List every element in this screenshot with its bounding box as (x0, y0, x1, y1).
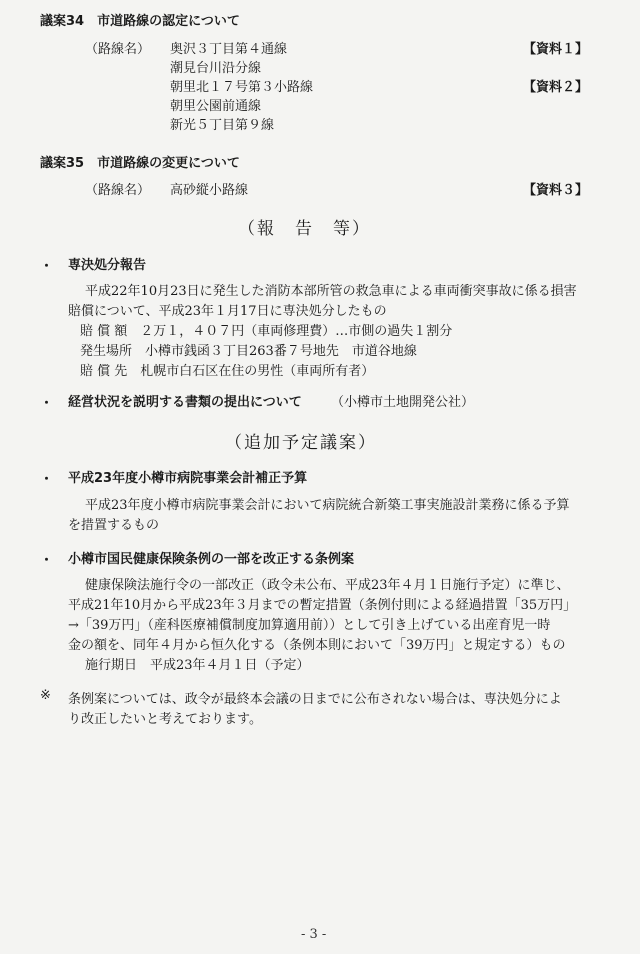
bullet: ・ (40, 259, 54, 274)
reference-3: 【資料３】 (523, 183, 589, 198)
footnote-line-1: 条例案については、政令が最終本会議の日までに公布されない場合は、専決処分によ (68, 692, 562, 707)
item34-route-3: 朝里北１７号第３小路線 (170, 80, 314, 95)
report-1-amount: 賠 償 額 ２万１，４０７円（車両修理費）…市側の過失１割分 (80, 324, 453, 339)
item34-heading: 議案34 市道路線の認定について (40, 14, 240, 29)
reference-1: 【資料１】 (523, 42, 589, 57)
additional-section-title: （追加予定議案） (225, 433, 377, 453)
additional-2-heading: 小樽市国民健康保険条例の一部を改正する条例案 (68, 552, 355, 567)
additional-2-line-2: 平成21年10月から平成23年３月までの暫定措置（条例付則による経過措置「35万円」 (68, 598, 577, 613)
additional-2-line-3: →「39万円」（産科医療補償制度加算適用前））として引き上げている出産育児一時 (68, 618, 551, 633)
page-number: - 3 - (301, 927, 327, 942)
item34-route-4: 朝里公園前通線 (170, 99, 262, 114)
item34-route-2: 潮見台川沿分線 (170, 61, 262, 76)
report-1-line-2: 賠償について、平成23年１月17日に専決処分したもの (68, 304, 387, 319)
report-2-heading: 経営状況を説明する書類の提出について (68, 395, 302, 410)
additional-2-effective-date: 施行期日 平成23年４月１日（予定） (85, 658, 310, 673)
report-2-note: （小樽市土地開発公社） (331, 395, 475, 410)
bullet: ・ (40, 553, 54, 568)
item35-route: 高砂縦小路線 (170, 183, 249, 198)
report-1-heading: 専決処分報告 (68, 258, 147, 273)
additional-1-heading: 平成23年度小樽市病院事業会計補正予算 (68, 471, 308, 486)
footnote-line-2: り改正したいと考えております。 (68, 712, 262, 727)
additional-2-line-4: 金の額を、同年４月から恒久化する（条例本則において「39万円」と規定する）もの (68, 638, 566, 653)
bullet: ・ (40, 472, 54, 487)
additional-1-line-2: を措置するもの (68, 518, 160, 533)
item35-heading: 議案35 市道路線の変更について (40, 156, 240, 171)
additional-1-line-1: 平成23年度小樽市病院事業会計において病院統合新築工事実施設計業務に係る予算 (85, 498, 570, 513)
report-1-payee: 賠 償 先 札幌市白石区在住の男性（車両所有者） (80, 364, 375, 379)
item34-route-5: 新光５丁目第９線 (170, 118, 275, 133)
report-1-line-1: 平成22年10月23日に発生した消防本部所管の救急車による車両衝突事故に係る損害 (85, 284, 577, 299)
additional-2-line-1: 健康保険法施行令の一部改正（政令未公布、平成23年４月１日施行予定）に準じ、 (85, 578, 570, 593)
item34-route-1: 奥沢３丁目第４通線 (170, 42, 288, 57)
footnote-mark: ※ (40, 688, 51, 703)
bullet: ・ (40, 396, 54, 411)
report-section-title: （報 告 等） (238, 219, 371, 239)
reference-2: 【資料２】 (523, 80, 589, 95)
report-1-location: 発生場所 小樽市銭函３丁目263番７号地先 市道谷地線 (80, 344, 417, 359)
item35-route-label: （路線名） (85, 183, 151, 198)
item34-route-label: （路線名） (85, 42, 151, 57)
